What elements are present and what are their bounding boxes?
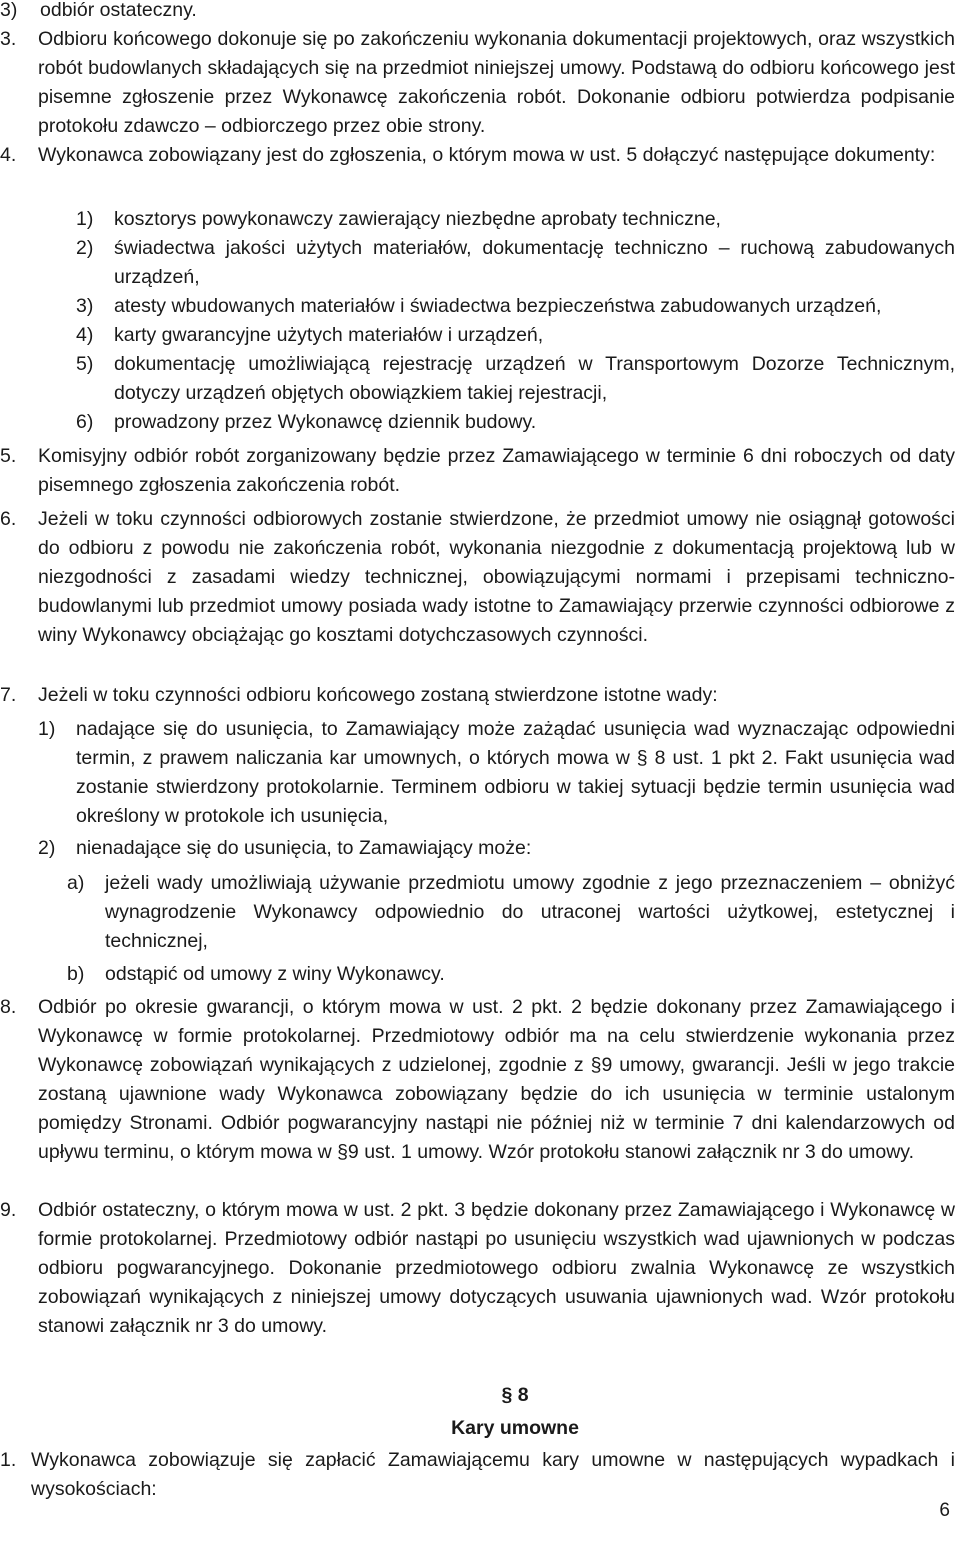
paragraph-3 — [0, 25, 955, 141]
paragraph-1 — [0, 1446, 955, 1504]
paragraph-text: Jeżeli w toku czynności odbiorowych zostanie stwierdzone, że przedmiot umowy nie osiągnął gotowości do odbioru z powodu nie zakończenia robót, wykonania niezgodnie z dokumentacją projektową lub w niezgodności z zasadami wiedzy technicznej, obowiązującymi normami i przepisami techniczno-budowlanymi lub przedmiot umowy posiada wady istotne to Zamawiający przerwie czynności odbiorowe z winy Wykonawcy obciążając go kosztami dotychczasowych czynności. — [38, 508, 955, 646]
paragraph-6 — [0, 505, 955, 650]
item-text: atesty wbudowanych materiałów i świadectwa bezpieczeństwa zabudowanych urządzeń, — [114, 295, 882, 317]
item-text: prowadzony przez Wykonawcę dziennik budowy. — [114, 411, 537, 433]
item-text: jeżeli wady umożliwiają używanie przedmiotu umowy zgodnie z jego przeznaczeniem – obniżyć wynagrodzenie Wykonawcy odpowiednio do utraconej wartości użytkowej, estetycznej i technicznej, — [105, 872, 955, 952]
item-number: 2) — [38, 837, 56, 859]
page-number: 6 — [939, 1500, 950, 1521]
paragraph-text: Odbiór po okresie gwarancji, o którym mowa w ust. 2 pkt. 2 będzie dokonany przez Zamawiającego i Wykonawcę w formie protokolarnej. Przedmiotowy odbiór ma na celu stwierdzenie wykonania przez Wykonawcę zobowiązań wynikających z udzielonej, zgodnie z §9 umowy, gwarancji. Jeśli w jego trakcie zostaną ujawnione wady Wykonawca zobowiązany będzie do ich usunięcia w terminie ustalonym pomiędzy Stronami. Odbiór pogwarancyjny nastąpi nie później niż w terminie 7 dni kalendarzowych od upływu terminu, o którym mowa w §9 ust. 1 umowy. Wzór protokołu stanowi załącznik nr 3 do umowy. — [38, 996, 955, 1163]
paragraph-4 — [0, 141, 955, 170]
item-text: dokumentację umożliwiającą rejestrację urządzeń w Transportowym Dozorze Technicznym, dotyczy urządzeń objętych obowiązkiem takiej rejestracji, — [114, 353, 955, 404]
paragraph-number: 6. — [0, 508, 17, 530]
paragraph-9 — [0, 1196, 955, 1341]
section-symbol: § 8 — [501, 1384, 529, 1406]
item-text: nienadające się do usunięcia, to Zamawiający może: — [76, 837, 532, 859]
paragraph-number: 4. — [0, 144, 17, 166]
paragraph-7 — [0, 681, 955, 710]
item-text: karty gwarancyjne użytych materiałów i urządzeń, — [114, 324, 544, 346]
item-number: 1) — [76, 208, 94, 230]
paragraph-number: 5. — [0, 445, 17, 467]
paragraph-number: 8. — [0, 996, 17, 1018]
paragraph-number: 3. — [0, 28, 17, 50]
list-item — [67, 869, 955, 956]
list-item — [76, 350, 955, 408]
paragraph-text: Komisyjny odbiór robót zorganizowany będzie przez Zamawiającego w terminie 6 dni roboczych od daty pisemnego zgłoszenia zakończenia robót. — [38, 445, 955, 496]
item-number: 4) — [76, 324, 94, 346]
item-text: nadające się do usunięcia, to Zamawiający może zażądać usunięcia wad wyznaczając odpowiedni termin, z prawem naliczania kar umownych, o których mowa w § 8 ust. 1 pkt 2. Fakt usunięcia wad zostanie stwierdzony protokolarnie. Terminem odbioru w takiej sytuacji będzie termin usunięcia wad określony w protokole ich usunięcia, — [76, 718, 955, 827]
list-item — [76, 408, 955, 437]
item-number: 3) — [76, 295, 94, 317]
paragraph-number: 1. — [0, 1449, 17, 1471]
list-item — [76, 205, 955, 234]
item-number: a) — [67, 872, 85, 894]
item-number: 1) — [38, 718, 56, 740]
list-item — [76, 292, 955, 321]
item-text: świadectwa jakości użytych materiałów, dokumentację techniczno – ruchową zabudowanych urządzeń, — [114, 237, 955, 288]
list-item — [76, 321, 955, 350]
item-number: b) — [67, 963, 85, 985]
item-number: 6) — [76, 411, 94, 433]
section-title: Kary umowne — [451, 1417, 579, 1439]
paragraph-text: Wykonawca zobowiązuje się zapłacić Zamawiającemu kary umowne w następujących wypadkach i wysokościach: — [31, 1449, 955, 1500]
list-item — [76, 234, 955, 292]
list-item — [67, 960, 955, 989]
paragraph-text: Odbioru końcowego dokonuje się po zakończeniu wykonania dokumentacji projektowych, oraz wszystkich robót budowlanych składających się na przedmiot niniejszej umowy. Podstawą do odbioru końcowego jest pisemne zgłoszenie przez Wykonawcę zakończenia robót. Dokonanie odbioru potwierdza podpisanie protokołu zdawczo – odbiorczego przez obie strony. — [38, 28, 955, 137]
item-number: 2) — [76, 237, 94, 259]
paragraph-number: 9. — [0, 1199, 17, 1221]
paragraph-text: Wykonawca zobowiązany jest do zgłoszenia, o którym mowa w ust. 5 dołączyć następujące dokumenty: — [38, 144, 936, 166]
paragraph-5 — [0, 442, 955, 500]
item-text: odstąpić od umowy z winy Wykonawcy. — [105, 963, 445, 985]
item-number: 5) — [76, 353, 94, 375]
paragraph-8 — [0, 993, 955, 1167]
item-text: kosztorys powykonawczy zawierający niezbędne aprobaty techniczne, — [114, 208, 721, 230]
item-number: 3) — [0, 0, 18, 21]
list-item — [38, 834, 955, 863]
item-text: odbiór ostateczny. — [40, 0, 197, 21]
paragraph-number: 7. — [0, 684, 17, 706]
paragraph-text: Jeżeli w toku czynności odbioru końcowego zostaną stwierdzone istotne wady: — [38, 684, 718, 706]
list-item — [38, 715, 955, 831]
paragraph-text: Odbiór ostateczny, o którym mowa w ust. 2 pkt. 3 będzie dokonany przez Zamawiającego i Wykonawcę w formie protokolarnej. Przedmiotowy odbiór nastąpi po usunięciu wszystkich wad ujawnionych w podczas odbioru pogwarancyjnego. Dokonanie przedmiotowego odbioru zwalnia Wykonawcę ze wszystkich zobowiązań wynikających z niniejszej umowy dotyczących usuwania ujawnionych wad. Wzór protokołu stanowi załącznik nr 3 do umowy. — [38, 1199, 955, 1337]
